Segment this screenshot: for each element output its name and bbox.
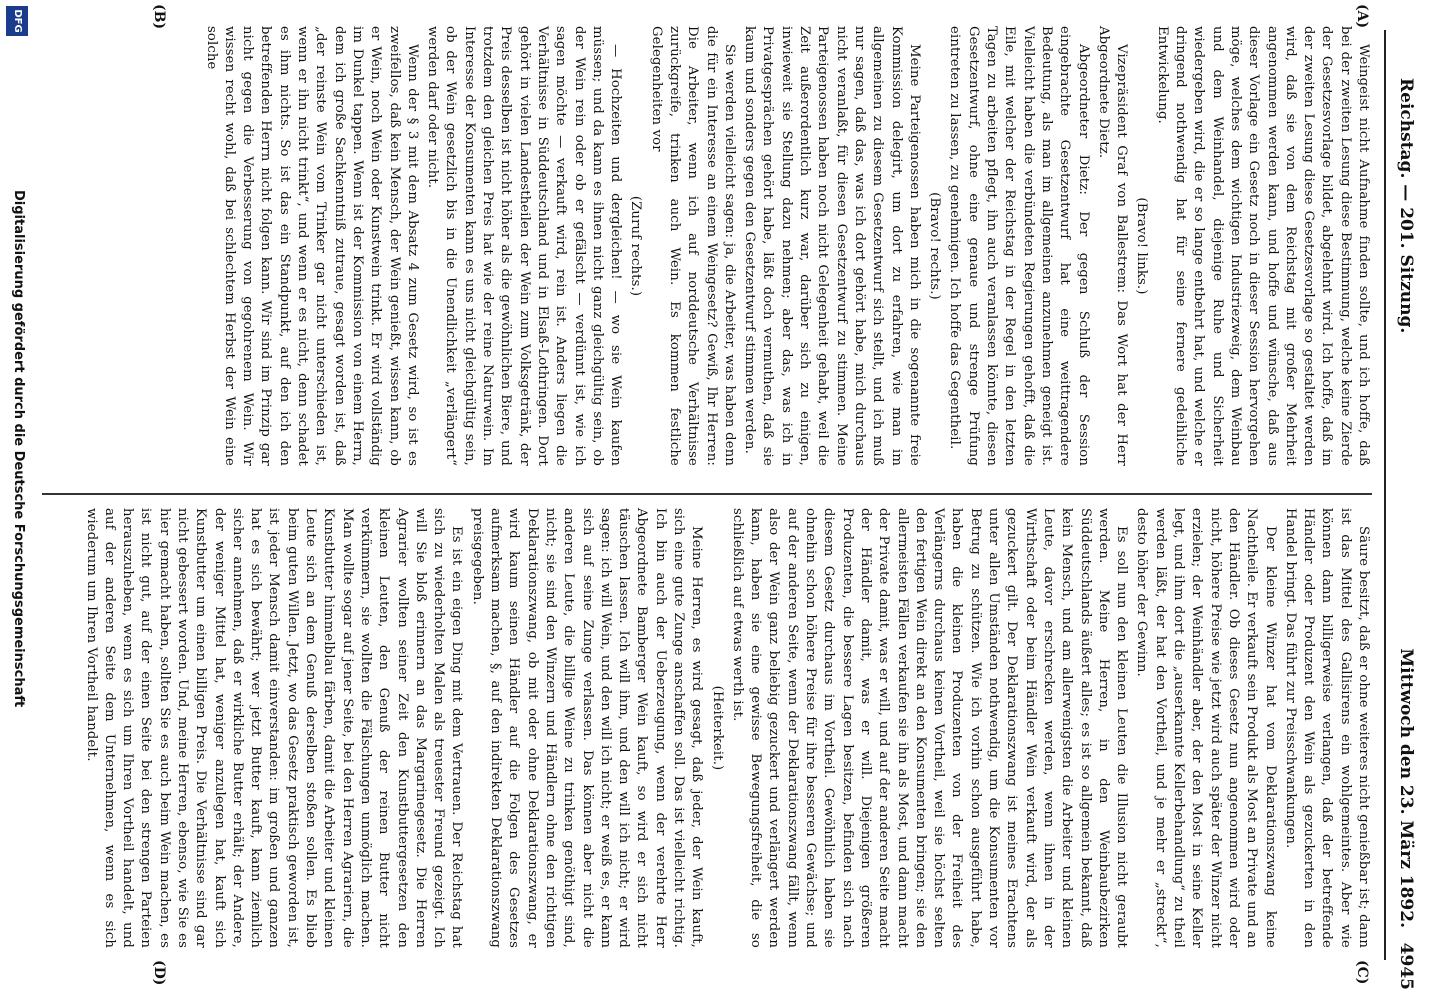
right-text-column	[79, 508, 1372, 948]
margin-marker-b: (B)	[151, 4, 167, 30]
left-text-column	[199, 26, 1372, 466]
header-left: Reichstag. — 201. Sitzung.	[1396, 78, 1416, 334]
funding-notice: Digitalisierung gefördert durch die Deutsche Forschungsgemeinschaft	[11, 190, 26, 708]
paragraph: Sie werden vielleicht sagen: ja, die Arbeiter, was haben denn die für ein Interesse an einem Weingesetz? Gewiß, Ihr Herren: Die Arbeiter, wenn ich auf norddeutsche Verhältnisse zurückgreife, trinken auch Wein. Es kommen festliche Gelegenheiten vor	[648, 26, 737, 466]
paragraph: — Hochzeiten und dergleichen! — wo sie Wein kaufen müssen; und da kann es ihnen nicht ganz gleichgültig sein, ob der Wein rein oder ob er gefälscht — verdünnt ist, wie ich sagen möchte — verkauft wird, rein ist. Anders liegen die Verhältnisse in Süddeutschland und in Elsaß-Lothringen. Dort gehört in vielen Landestheilen der Wein zum Volksgetränk, der Preis desselben ist nicht höher als die gewöhnlichen Biere, und trotzdem den gleichen Preis hat wie der reine Naturwein. Im Interesse der Konsumenten kann es uns nicht gleichgültig sein, ob der Wein gesetzlich bis in die Unendlichkeit „verlängert“ werden darf oder nicht.	[425, 26, 624, 466]
digitization-footer	[0, 0, 34, 1000]
page-number: 4945	[1396, 942, 1416, 990]
applause-note: (Bravo! rechts.)	[927, 192, 943, 300]
paragraph: Vizepräsident Graf von Ballestrem: Das Wort hat der Herr Abgeordnete Dietz.	[1095, 26, 1130, 466]
paragraph: Meine Herren, es wird gesagt, daß jeder, der Wein kauft, sich eine gute Zunge anschaffen soll. Das ist vielleicht richtig. Ich bin auch der Ueberzeugung, wenn der verehrte Herr Abgeordnete Bamberger Wein kauft, so wird er sich nicht täuschen lassen. Ich will ihm, und den will ich nicht; er wird sagen: ich will Wein, und den will ich nicht; er weiß es, er kann sich auf seine Zunge verlassen. Das können aber nicht die anderen Leute, die billige Weine zu trinken genöthigt sind, nicht; sie sind den Winzern und Händlern ohne den richtigen Deklarationszwang, ob mit oder ohne Deklarationszwang, er wird kaum seinen Händler auf die Folgen des Gesetzes aufmerksam machen, §, auf den indirekten Deklarationszwang preisgegeben.	[469, 508, 705, 948]
paragraph: Es soll nun den kleinen Leuten die Illusion nicht geraubt werden. Meine Herren, in den Weinbaubezirken Süddeutschlands äußert alles; es ist so allgemein bekannt, daß kein Mensch, und am allerwenigsten die Arbeiter und kleinen Leute, davor erschrecken werden, wenn ihnen in der Wirthschaft oder beim Händler Wein verkauft wird, der als gezuckert gilt. Der Deklarationszwang ist meines Erachtens unter allen Umständen nothwendig, um die Konsumenten vor Betrug zu schützen. Wie ich vorhin schon ausgeführt habe, haben die kleinen Produzenten von der Freiheit des Verlängerns durchaus keinen Vortheil, weil sie höchst selten den fertigen Wein direkt an den Konsumenten bringen; sie den allermeisten Fällen verkaufen sie ihn als Most, und dann macht der Private damit, was er will, und auf der anderen Seite macht der Händler damit, was er will. Diejenigen größeren Produzenten, die bessere Lagen besitzen, befinden sich nach diesem Gesetz durchaus im Vortheil. Gewöhnlich haben sie ohnehin schon höhere Preise für ihre besseren Gewächse; und auf der anderen Seite, wenn der Deklarationszwang fällt, wenn also der Wein ganz beliebig gezuckert und verlängert werden kann, haben sie eine gewisse Bewegungsfreiheit, die so schließlich auf etwas werth ist.	[729, 508, 1130, 948]
applause-note: (Bravo! links.)	[1134, 197, 1150, 295]
margin-marker-a: (A)	[1354, 4, 1370, 29]
paragraph: Es ist ein eigen Ding mit dem Vertrauen. Der Reichstag hat sich zu wiederholten Malen als treuester Freund gezeigt. Ich will Sie bloß erinnern an das Margarinegesetz. Die Herren Agrarier wollten seiner Zeit den Kunstbuttergesetzen den kleinen Leuten, den Genuß der reinen Butter nicht verkümmern, sie wollten die Fälschungen unmöglich machen. Man wollte sogar auf jener Seite, bei den Herren Agrariern, die Kunstbutter himmelblau färben, damit die Arbeiter und kleinen Leute sich an dem Genuß derselben stoßen sollen. Es blieb beim guten Willen. Jetzt, wo das Gesetz praktisch geworden ist, ist jeder Mensch damit einverstanden: im großen und ganzen hat es sich bewährt; wer jetzt Butter kauft, kann ziemlich sicher annehmen, daß er wirkliche Butter erhält; der Andere, der weniger Mittel hat, weniger anzulegen hat, kauft sich Kunstbutter um einen billigen Preis. Die Verhältnisse sind gar nicht gebessert worden. Und, meine Herren, ebenso, wie Sie es hier gemacht haben, sollten Sie es auch beim Wein machen, es ist nicht gut, auf der einen Seite bei den strengen Parteien herauszuheben, wenn es sich um Ihren Vortheil handelt, und auf der anderen Seite dem Unternehmen, wenn es sich wiederum um Ihren Vortheil handelt.	[83, 508, 465, 948]
paragraph: Der kleine Winzer hat vom Deklarationszwang keine Nachtheile. Er verkauft sein Produkt als Most an Private und an den Händler. Ob dieses Gesetz nun angenommen wird oder nicht, höhere Preise wie jetzt wird auch später der Winzer nicht erzielen; der Weinhändler aber, der den Most in seine Keller legt, und ihm dort die „auserkannte Kellerbehandlung“ zu theil werden läßt, der hat den Vortheil, und je mehr er „streckt“, desto höher der Gewinn.	[1134, 508, 1278, 948]
paragraph: Abgeordneter Dietz: Der gegen Schluß der Session eingebrachte Gesetzentwurf hat eine weittragendere Bedeutung, als man im allgemeinen anzunehmen geneigt ist. Vielleicht haben die verbündeten Regierungen gehofft, daß die Eile, mit welcher der Reichstag in der Regel in den letzten Tagen zu arbeiten pflegt, ihn auch veranlassen könnte, diesen Gesetzentwurf, ohne eine genaue und strenge Prüfung eintreten zu lassen, zu genehmigen. Ich hoffe das Gegentheil.	[947, 26, 1091, 466]
interjection-note: (Zuruf rechts.)	[628, 195, 644, 297]
laughter-note: (Heiterkeit.)	[709, 685, 725, 771]
paragraph: Wenn der § 3 mit dem Absatz 4 zum Gesetz wird, so ist es zweifellos, daß kein Mensch, der Wein genießt, wissen kann, ob er Wein, noch Wein oder Kunstwein trinkt. Er wird vollständig im Dunkel tappen. Wenn ist der Kommission von einem Herrn, dem ich große Sachkenntniß zutraue, gesagt worden ist, daß „der reinste Wein vom Trinker gar nicht unterschieden ist, wenn er ihn nicht trinkt“, und wenn er es nicht, denn schadet es ihm nichts. So ist das ein Standpunkt, auf den ich den betreffenden Herrn nicht folgen kann. Wir sind im Prinzip gar nicht gegen die Verbesserung von gegohrenem Wein. Wir wissen recht wohl, daß bei schlechtem Herbst der Wein eine solche	[203, 26, 420, 466]
margin-marker-d: (D)	[151, 960, 167, 986]
column-separator	[42, 493, 1372, 495]
paragraph: Weingeist nicht Aufnahme finden sollte, und ich hoffe, daß bei der zweiten Lesung diese Bestimmung, welche keine Zierde der Gesetzesvorlage bildet, abgelehnt wird. Ich hoffe, daß im der zweiten Lesung diese Gesetzesvorlage so gestaltet werden wird, daß sie von dem Reichstag mit großer Mehrheit angenommen werden kann, und hoffe und wünsche, daß aus dieser Vorlage ein Gesetz noch in dieser Session hervorgehen möge, welches dem wichtigen Industriezweig, dem Weinbau und dem Weinhandel, diejenige Ruhe und Sicherheit wiedergeben wird, die er so lange entbehrt hat, und welche er dringend nothwendig hat für seine fernere gedeihliche Entwickelung.	[1154, 26, 1371, 466]
header-date: Mittwoch den 23. März 1892.	[1396, 648, 1416, 928]
header-rule	[1384, 30, 1386, 960]
paragraph: Meine Parteigenossen haben mich in die sogenannte freie Kommission delegirt, um dort zu erfahren, wie man im allgemeinen zu diesem Gesetzentwurf sich stellt, und ich muß nur sagen, daß das, was ich dort gehört habe, mich durchaus nicht veranlaßt, für diesen Gesetzentwurf zu stimmen. Meine Parteigenossen haben noch nicht Gelegenheit gehabt, weil die Zeit außerordentlich kurz war, darüber sich zu einigen, inwieweit sie Stellung dazu nehmen; aber das, was ich in Privatgesprächen gehört habe, läßt doch vermuthen, daß sie kaum und sonders gegen den Gesetzentwurf stimmen werden.	[742, 26, 922, 466]
dfg-logo: DFG	[6, 6, 28, 36]
paragraph: Säure besitzt, daß er ohne weiteres nicht genießbar ist; dann ist das Mittel des Gallisirens ein wohlgemeintes. Aber wie können dann billigerweise verlangen, daß der betreffende Händler oder Produzent den Wein als gezuckerten in den Handel bringt. Das führt zur Preisschwankungen.	[1282, 508, 1371, 948]
margin-marker-c: (C)	[1354, 960, 1370, 985]
running-header	[1386, 60, 1420, 990]
